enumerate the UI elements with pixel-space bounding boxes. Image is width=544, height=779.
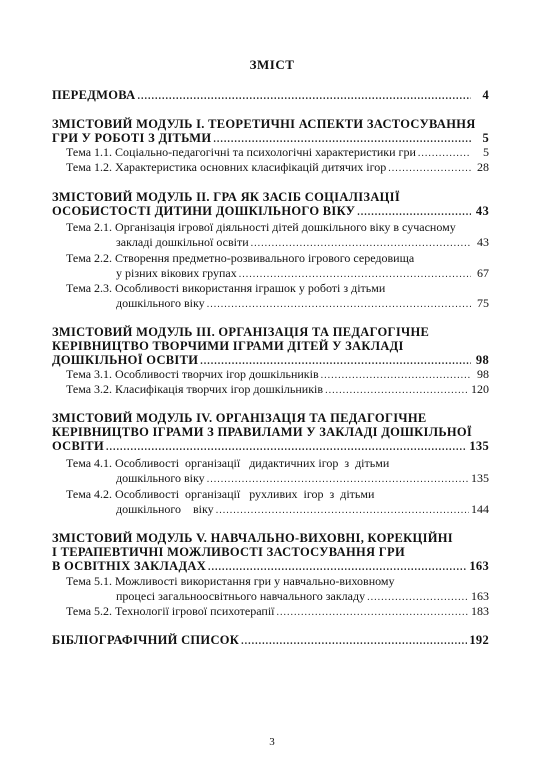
module-3-heading-line2[interactable]: КЕРІВНИЦТВО ТВОРЧИМИ ІГРАМИ ДІТЕЙ У ЗАКЛАДІ (52, 339, 404, 353)
dot-leader (418, 146, 471, 161)
dot-leader (325, 383, 469, 398)
module-3-heading-line1[interactable]: ЗМІСТОВИЙ МОДУЛЬ ІІІ. ОРГАНІЗАЦІЯ ТА ПЕДАГОГІЧНЕ (52, 325, 430, 339)
dot-leader (137, 89, 471, 104)
toc-entry-topic-5-1-cont[interactable] (116, 589, 489, 605)
topic-title: Організація ігрової діяльності дітей дошкільного віку в сучасному (115, 220, 456, 234)
topic-number: Тема 2.2. (66, 251, 113, 265)
dot-leader (241, 634, 467, 649)
dot-leader (357, 205, 471, 220)
toc-entry-topic-4-2[interactable] (66, 487, 374, 502)
toc-entry-label: ПЕРЕДМОВА (52, 88, 136, 102)
toc-entry-preface[interactable] (52, 88, 489, 104)
topic-title: Особливості творчих ігор дошкільників (115, 367, 319, 381)
topic-title-cont: дошкільного віку (116, 296, 205, 310)
topic-title-cont: закладі дошкільної освіти (116, 235, 249, 249)
topic-number: Тема 1.1. (66, 145, 113, 159)
topic-title: Створення предметно-розвивального ігрового середовища (115, 251, 415, 265)
topic-number: Тема 2.1. (66, 220, 113, 234)
module-4-heading-line1[interactable]: ЗМІСТОВИЙ МОДУЛЬ IV. ОРГАНІЗАЦІЯ ТА ПЕДАГОГІЧНЕ (52, 411, 427, 425)
toc-entry-page: 4 (482, 88, 489, 102)
toc-entry-label: БІБЛІОГРАФІЧНИЙ СПИСОК (52, 633, 240, 647)
toc-entry-topic-1-1[interactable] (66, 145, 489, 161)
toc-entry-topic-5-1[interactable] (66, 574, 394, 589)
toc-entry-topic-2-3-cont[interactable] (116, 296, 489, 312)
topic-title: Технології ігрової психотерапії (115, 604, 275, 618)
topic-number: Тема 5.2. (66, 604, 113, 618)
toc-entry-topic-2-2[interactable] (66, 251, 414, 266)
dot-leader (277, 605, 470, 620)
toc-entry-page: 5 (482, 131, 489, 145)
topic-number: Тема 2.3. (66, 281, 113, 295)
page-number: 3 (269, 736, 275, 748)
topic-title: Особливості використання іграшок у роботі з дітьми (115, 281, 386, 295)
dot-leader (251, 236, 471, 251)
toc-entry-page: 28 (477, 160, 489, 174)
module-1-heading-line2: ГРИ У РОБОТІ З ДІТЬМИ (52, 131, 212, 145)
toc-entry-page: 135 (469, 439, 489, 453)
topic-number: Тема 1.2. (66, 160, 113, 174)
dot-leader (216, 503, 469, 518)
dot-leader (207, 297, 471, 312)
toc-entry-topic-1-2[interactable] (66, 160, 489, 176)
toc-entry-topic-4-2-cont[interactable] (116, 502, 489, 518)
module-4-heading-line3: ОСВІТИ (52, 439, 104, 453)
topic-title-cont: у різних вікових групах (116, 266, 237, 280)
module-2-heading-line1[interactable]: ЗМІСТОВИЙ МОДУЛЬ ІІ. ГРА ЯК ЗАСІБ СОЦІАЛІЗАЦІЇ (52, 190, 401, 204)
toc-entry-page: 120 (471, 382, 489, 396)
module-3-heading-line3: ДОШКІЛЬНОЇ ОСВІТИ (52, 353, 199, 367)
module-2-heading-line2: ОСОБИСТОСТІ ДИТИНИ ДОШКІЛЬНОГО ВІКУ (52, 204, 356, 218)
toc-entry-page: 5 (483, 145, 489, 159)
topic-title: Соціально-педагогічні та психологічні характеристики гри (115, 145, 416, 159)
toc-entry-page: 144 (471, 502, 489, 516)
dot-leader (367, 590, 469, 605)
topic-number: Тема 3.1. (66, 367, 113, 381)
toc-entry-page: 98 (477, 367, 489, 381)
toc-entry-page: 163 (469, 559, 489, 573)
dot-leader (321, 368, 471, 383)
toc-entry-topic-4-1[interactable] (66, 456, 389, 471)
topic-number: Тема 5.1. (66, 574, 113, 588)
toc-entry-topic-5-2[interactable] (66, 604, 489, 620)
topic-title-cont: процесі загальноосвітнього навчального закладу (116, 589, 366, 603)
dot-leader (239, 267, 471, 282)
toc-entry-page: 67 (477, 266, 489, 280)
toc-entry-page: 192 (469, 633, 489, 647)
topic-title: Особливості організації рухливих ігор з дітьми (115, 487, 375, 501)
topic-title-cont: дошкільного віку (116, 502, 214, 516)
topic-title-cont: дошкільного віку (116, 471, 205, 485)
toc-entry-topic-2-1[interactable] (66, 220, 456, 235)
topic-title: Класифікація творчих ігор дошкільників (115, 382, 324, 396)
toc-entry-page: 135 (471, 471, 489, 485)
module-5-heading-line1[interactable]: ЗМІСТОВИЙ МОДУЛЬ V. НАВЧАЛЬНО-ВИХОВНІ, КОРЕКЦІЙНІ (52, 531, 453, 545)
toc-entry-page: 183 (471, 604, 489, 618)
toc-entry-module-2[interactable] (52, 204, 489, 220)
toc-entry-topic-2-1-cont[interactable] (116, 235, 489, 251)
dot-leader (207, 472, 469, 487)
dot-leader (388, 161, 471, 176)
module-4-heading-line2[interactable]: КЕРІВНИЦТВО ІГРАМИ З ПРАВИЛАМИ У ЗАКЛАДІ ДОШКІЛЬНОЇ (52, 425, 473, 439)
toc-entry-bibliography[interactable] (52, 633, 489, 649)
topic-number: Тема 4.2. (66, 487, 113, 501)
toc-entry-topic-4-1-cont[interactable] (116, 471, 489, 487)
topic-number: Тема 3.2. (66, 382, 113, 396)
module-5-heading-line2[interactable]: І ТЕРАПЕВТИЧНІ МОЖЛИВОСТІ ЗАСТОСУВАННЯ ГРИ (52, 545, 405, 559)
toc-entry-topic-2-2-cont[interactable] (116, 266, 489, 282)
toc-entry-page: 43 (477, 235, 489, 249)
toc-entry-page: 43 (475, 204, 489, 218)
topic-title: Характеристика основних класифікацій дитячих ігор (115, 160, 387, 174)
page-title: ЗМІСТ (249, 57, 295, 72)
module-1-heading-line1[interactable]: ЗМІСТОВИЙ МОДУЛЬ І. ТЕОРЕТИЧНІ АСПЕКТИ ЗАСТОСУВАННЯ (52, 117, 476, 131)
module-5-heading-line3: В ОСВІТНІХ ЗАКЛАДАХ (52, 559, 207, 573)
toc-entry-page: 163 (471, 589, 489, 603)
toc-entry-page: 75 (477, 296, 489, 310)
toc-entry-page: 98 (475, 353, 489, 367)
toc-entry-module-5[interactable] (52, 559, 489, 575)
toc-entry-topic-2-3[interactable] (66, 281, 385, 296)
toc-entry-topic-3-2[interactable] (66, 382, 489, 398)
toc-entry-module-4[interactable] (52, 439, 489, 455)
dot-leader (106, 440, 467, 455)
dot-leader (208, 560, 467, 575)
topic-title: Особливості організації дидактичних ігор з дітьми (115, 456, 390, 470)
topic-title: Можливості використання гри у навчально-виховному (115, 574, 395, 588)
topic-number: Тема 4.1. (66, 456, 113, 470)
toc-entry-topic-3-1[interactable] (66, 367, 489, 383)
